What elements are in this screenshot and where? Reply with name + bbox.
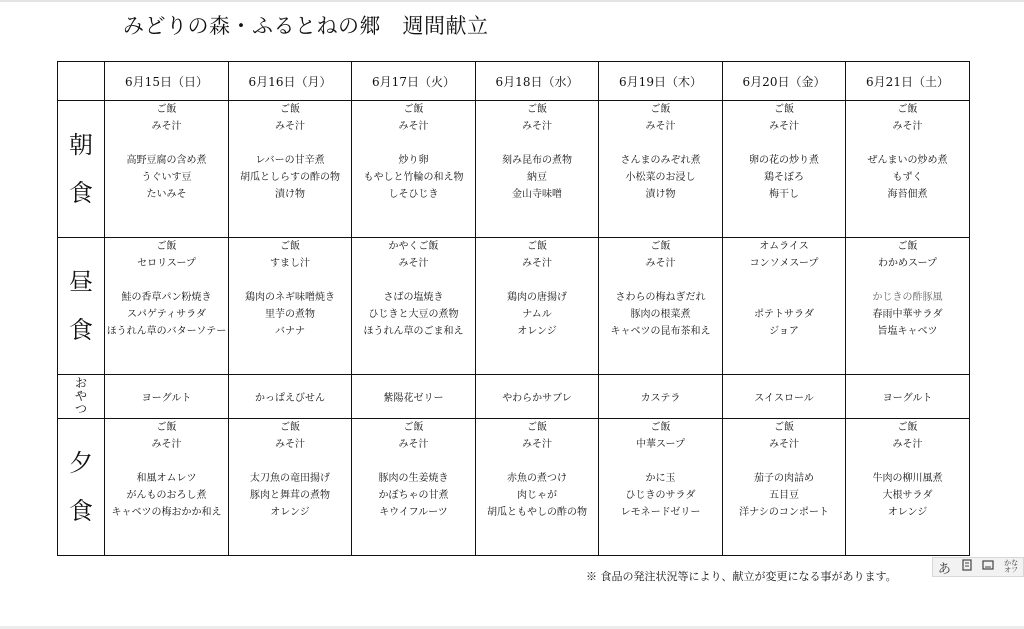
change-notice: ※ 食品の発注状況等により、献立が変更になる事があります。 [586,570,897,583]
snack-cell: ヨーグルト [105,375,229,419]
day-header: 6月18日（水） [476,62,599,101]
corner-cell [58,62,105,101]
breakfast-cell: ご飯 みそ汁 レバーの甘辛煮 胡瓜としらすの酢の物 漬け物 [229,101,352,238]
lunch-cell: オムライス コンソメスープ ポテトサラダ ジョア [723,238,846,375]
lunch-cell: ご飯 わかめスープ かじきの酢豚風 春雨中華サラダ 旨塩キャベツ [846,238,970,375]
hiragana-mode-icon[interactable]: あ [937,561,951,577]
breakfast-label: 朝 食 [58,101,105,238]
dinner-cell: ご飯 みそ汁 茄子の肉詰め 五目豆 洋ナシのコンポート [723,419,846,556]
dictionary-icon[interactable] [961,559,973,575]
dinner-cell: ご飯 みそ汁 赤魚の煮つけ 肉じゃが 胡瓜ともやしの酢の物 [476,419,599,556]
snack-cell: かっぱえびせん [229,375,352,419]
day-header: 6月15日（日） [105,62,229,101]
snack-cell: 紫陽花ゼリー [352,375,476,419]
dinner-cell: ご飯 みそ汁 牛肉の柳川風煮 大根サラダ オレンジ [846,419,970,556]
day-header: 6月16日（月） [229,62,352,101]
snack-cell: やわらかサブレ [476,375,599,419]
snack-cell: スイスロール [723,375,846,419]
lunch-cell: ご飯 セロリスープ 鮭の香草パン粉焼き スパゲティサラダ ほうれん草のバターソテー [105,238,229,375]
dinner-cell: ご飯 みそ汁 和風オムレツ がんものおろし煮 キャベツの梅おかか和え [105,419,229,556]
snack-row [58,375,970,419]
day-header: 6月17日（火） [352,62,476,101]
breakfast-cell: ご飯 みそ汁 さんまのみぞれ煮 小松菜のお浸し 漬け物 [599,101,723,238]
top-border [0,0,1024,2]
dinner-cell: ご飯 中華スープ かに玉 ひじきのサラダ レモネードゼリー [599,419,723,556]
lunch-cell: ご飯 みそ汁 鶏肉の唐揚げ ナムル オレンジ [476,238,599,375]
weekly-menu-table [57,61,970,556]
breakfast-cell: ご飯 みそ汁 ぜんまいの炒め煮 もずく 海苔佃煮 [846,101,970,238]
day-header: 6月21日（土） [846,62,970,101]
ime-toolbar[interactable] [932,557,1024,577]
snack-cell: カステラ [599,375,723,419]
dinner-row [58,419,970,556]
lunch-row [58,238,970,375]
breakfast-cell: ご飯 みそ汁 高野豆腐の含め煮 うぐいす豆 たいみそ [105,101,229,238]
snack-cell: ヨーグルト [846,375,970,419]
dinner-cell: ご飯 みそ汁 太刀魚の竜田揚げ 豚肉と舞茸の煮物 オレンジ [229,419,352,556]
header-row [58,62,970,101]
dinner-label: 夕 食 [58,419,105,556]
breakfast-cell: ご飯 みそ汁 炒り卵 もやしと竹輪の和え物 しそひじき [352,101,476,238]
breakfast-cell: ご飯 みそ汁 卵の花の炒り煮 鶏そぼろ 梅干し [723,101,846,238]
kana-off-toggle[interactable]: かな オフ [1004,559,1019,574]
lunch-cell: かやくご飯 みそ汁 さばの塩焼き ひじきと大豆の煮物 ほうれん草のごま和え [352,238,476,375]
dinner-cell: ご飯 みそ汁 豚肉の生姜焼き かぼちゃの甘煮 キウイフルーツ [352,419,476,556]
page-title: みどりの森・ふるとねの郷 週間献立 [123,14,489,38]
tools-icon[interactable] [982,559,994,575]
lunch-label: 昼 食 [58,238,105,375]
day-header: 6月20日（金） [723,62,846,101]
snack-label: お や つ [58,375,105,419]
lunch-cell: ご飯 すまし汁 鶏肉のネギ味噌焼き 里芋の煮物 バナナ [229,238,352,375]
day-header: 6月19日（木） [599,62,723,101]
lunch-cell: ご飯 みそ汁 さわらの梅ねぎだれ 豚肉の根菜煮 キャベツの昆布茶和え [599,238,723,375]
breakfast-cell: ご飯 みそ汁 刻み昆布の煮物 納豆 金山寺味噌 [476,101,599,238]
breakfast-row [58,101,970,238]
